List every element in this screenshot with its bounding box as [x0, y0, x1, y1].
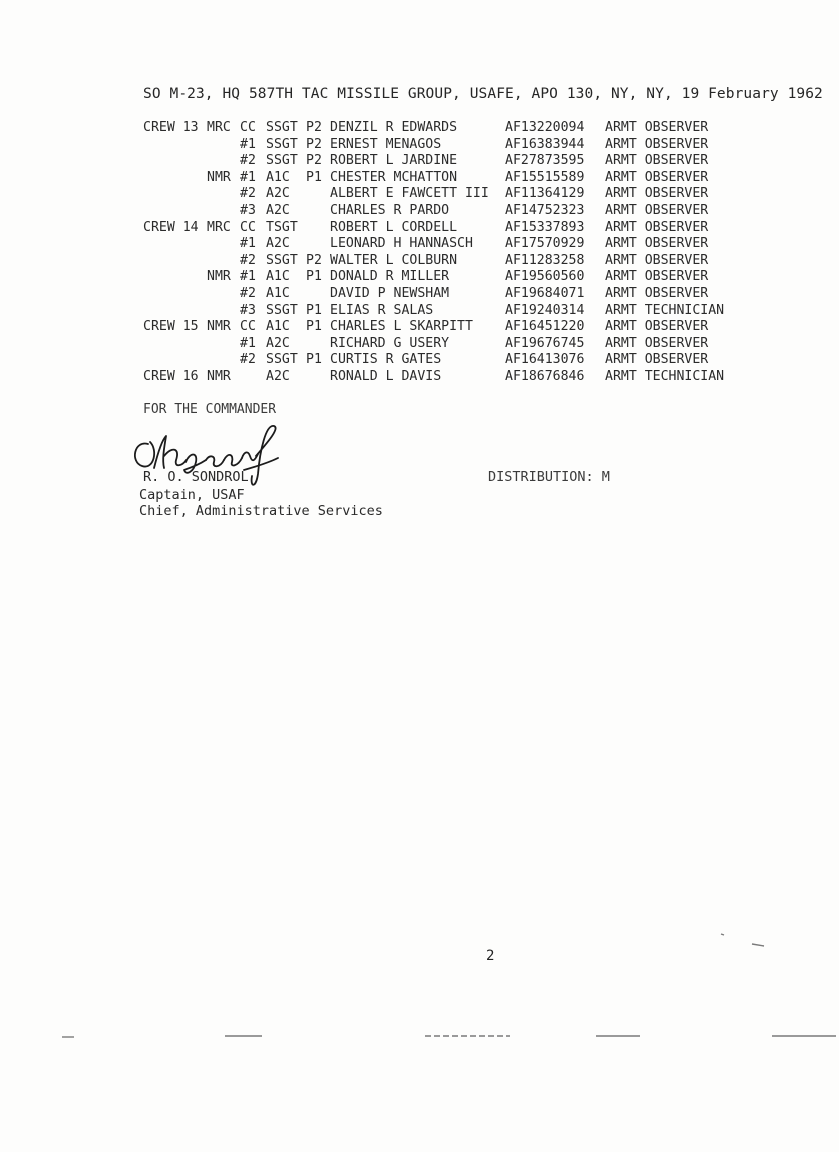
roster-row: [0, 137, 839, 154]
roster-name: ALBERT E FAWCETT III: [330, 186, 489, 202]
roster-title: ARMT OBSERVER: [605, 319, 709, 335]
roster-rank: SSGT: [266, 252, 298, 268]
roster-rank: A2C: [266, 236, 290, 252]
roster-title: ARMT OBSERVER: [605, 269, 709, 285]
roster-title: ARMT OBSERVER: [605, 335, 709, 351]
roster-title: ARMT OBSERVER: [605, 219, 709, 235]
roster-row: [0, 369, 839, 386]
roster-title: ARMT TECHNICIAN: [605, 368, 725, 384]
roster-rank: A1C: [266, 169, 290, 185]
roster-crew: CREW 16: [143, 368, 199, 384]
roster-title: ARMT OBSERVER: [605, 136, 709, 152]
roster-name: DENZIL R EDWARDS: [330, 120, 458, 135]
roster-row: [0, 170, 839, 187]
roster-row: [0, 186, 839, 203]
for-the-commander: FOR THE COMMANDER: [143, 402, 277, 417]
roster-serial: AF17570929: [505, 236, 585, 252]
crew-roster: [0, 120, 839, 386]
roster-row: [0, 253, 839, 270]
roster-rank: A2C: [266, 368, 290, 384]
roster-serial: AF19240314: [505, 302, 585, 318]
roster-serial: AF19560560: [505, 269, 585, 285]
roster-pos: CC: [240, 319, 256, 335]
roster-title: ARMT OBSERVER: [605, 236, 709, 252]
roster-pos: CC: [240, 219, 256, 235]
roster-pos: #1: [240, 236, 256, 252]
roster-serial: AF19684071: [505, 285, 585, 301]
roster-row: [0, 153, 839, 170]
roster-title: ARMT OBSERVER: [605, 252, 709, 268]
order-header: SO M-23, HQ 587TH TAC MISSILE GROUP, USAFE, APO 130, NY, NY, 19 February 1962: [143, 86, 823, 102]
roster-name: DAVID P NEWSHAM: [330, 285, 450, 301]
roster-unit: MRC: [207, 120, 231, 135]
roster-rank: SSGT: [266, 153, 298, 169]
roster-pos: #1: [240, 269, 256, 285]
roster-serial: AF15515589: [505, 169, 585, 185]
roster-serial: AF18676846: [505, 368, 585, 384]
roster-row: [0, 269, 839, 286]
roster-pos: #1: [240, 136, 256, 152]
roster-rank: SSGT: [266, 352, 298, 368]
roster-p: P1: [306, 319, 322, 335]
roster-serial: AF13220094: [505, 120, 585, 135]
roster-row: [0, 236, 839, 253]
roster-title: ARMT OBSERVER: [605, 186, 709, 202]
roster-rank: A2C: [266, 202, 290, 218]
roster-name: CHARLES L SKARPITT: [330, 319, 473, 335]
roster-title: ARMT OBSERVER: [605, 169, 709, 185]
roster-crew: CREW 13: [143, 120, 199, 135]
roster-unit: NMR: [207, 269, 231, 285]
roster-rank: A1C: [266, 285, 290, 301]
roster-name: WALTER L COLBURN: [330, 252, 458, 268]
roster-serial: AF16451220: [505, 319, 585, 335]
roster-title: ARMT OBSERVER: [605, 202, 709, 218]
roster-name: CURTIS R GATES: [330, 352, 442, 368]
page-number: 2: [486, 948, 495, 964]
roster-pos: #2: [240, 252, 256, 268]
roster-pos: #2: [240, 153, 256, 169]
roster-unit: MRC: [207, 219, 231, 235]
roster-pos: CC: [240, 120, 256, 135]
roster-serial: AF15337893: [505, 219, 585, 235]
roster-p: P1: [306, 269, 322, 285]
roster-p: P2: [306, 120, 322, 135]
roster-name: DONALD R MILLER: [330, 269, 450, 285]
roster-title: ARMT OBSERVER: [605, 120, 709, 135]
roster-title: ARMT TECHNICIAN: [605, 302, 725, 318]
roster-rank: A2C: [266, 186, 290, 202]
roster-name: CHESTER MCHATTON: [330, 169, 458, 185]
roster-name: RICHARD G USERY: [330, 335, 450, 351]
signatory-office: Chief, Administrative Services: [139, 503, 383, 519]
roster-row: [0, 336, 839, 353]
roster-p: P2: [306, 136, 322, 152]
roster-unit: NMR: [207, 319, 231, 335]
roster-p: P1: [306, 169, 322, 185]
roster-row: [0, 352, 839, 369]
roster-serial: AF16383944: [505, 136, 585, 152]
roster-serial: AF11364129: [505, 186, 585, 202]
roster-pos: #1: [240, 335, 256, 351]
roster-name: RONALD L DAVIS: [330, 368, 442, 384]
roster-unit: NMR: [207, 169, 231, 185]
roster-row: [0, 120, 839, 137]
roster-p: P2: [306, 252, 322, 268]
roster-name: ERNEST MENAGOS: [330, 136, 442, 152]
roster-title: ARMT OBSERVER: [605, 285, 709, 301]
roster-p: P1: [306, 352, 322, 368]
roster-rank: A1C: [266, 319, 290, 335]
roster-crew: CREW 15: [143, 319, 199, 335]
roster-serial: AF11283258: [505, 252, 585, 268]
roster-unit: NMR: [207, 368, 231, 384]
roster-pos: #2: [240, 352, 256, 368]
roster-row: [0, 220, 839, 237]
roster-serial: AF14752323: [505, 202, 585, 218]
roster-row: [0, 303, 839, 320]
roster-title: ARMT OBSERVER: [605, 352, 709, 368]
roster-rank: SSGT: [266, 136, 298, 152]
roster-pos: #3: [240, 302, 256, 318]
roster-title: ARMT OBSERVER: [605, 153, 709, 169]
roster-pos: #2: [240, 186, 256, 202]
signatory-rank: Captain, USAF: [139, 487, 245, 503]
roster-name: ROBERT L JARDINE: [330, 153, 458, 169]
roster-p: P1: [306, 302, 322, 318]
distribution-line: DISTRIBUTION: M: [488, 469, 610, 485]
roster-rank: A1C: [266, 269, 290, 285]
roster-row: [0, 203, 839, 220]
roster-name: CHARLES R PARDO: [330, 202, 450, 218]
roster-rank: SSGT: [266, 302, 298, 318]
roster-row: [0, 286, 839, 303]
roster-pos: #1: [240, 169, 256, 185]
signatory-name: R. O. SONDROL: [143, 469, 249, 485]
roster-serial: AF27873595: [505, 153, 585, 169]
roster-name: ROBERT L CORDELL: [330, 219, 458, 235]
roster-row: [0, 319, 839, 336]
roster-rank: A2C: [266, 335, 290, 351]
roster-serial: AF16413076: [505, 352, 585, 368]
roster-pos: #3: [240, 202, 256, 218]
roster-rank: SSGT: [266, 120, 298, 135]
roster-name: ELIAS R SALAS: [330, 302, 434, 318]
roster-pos: #2: [240, 285, 256, 301]
roster-rank: TSGT: [266, 219, 298, 235]
roster-crew: CREW 14: [143, 219, 199, 235]
roster-serial: AF19676745: [505, 335, 585, 351]
roster-name: LEONARD H HANNASCH: [330, 236, 473, 252]
roster-p: P2: [306, 153, 322, 169]
